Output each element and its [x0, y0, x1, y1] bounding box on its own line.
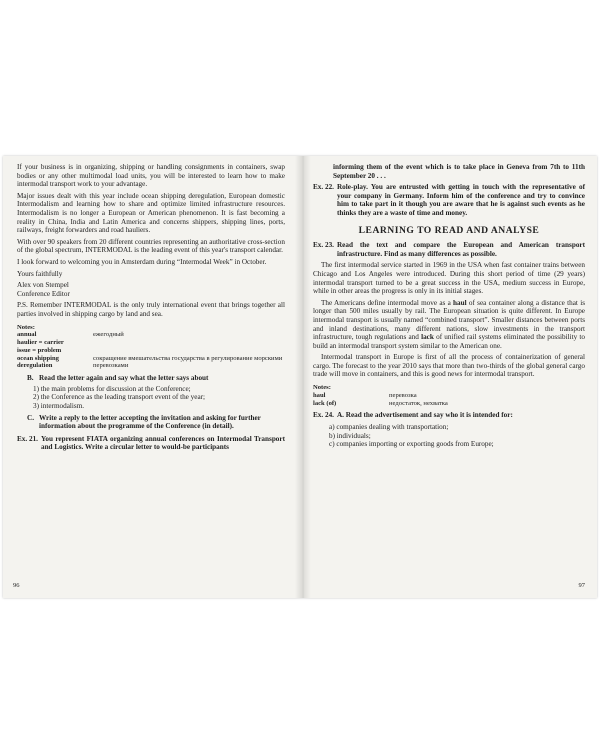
- paragraph-text: of unified rail systems eliminated the possibility to build an intermodal transport system similar to the American one.: [313, 333, 585, 350]
- exercise-text: You represent FIATA organizing annual conferences on Intermodal Transport and Logistics. Write a circular letter to would-be participants: [40, 434, 285, 452]
- note-row: [313, 392, 585, 400]
- exercise-b-instruction: [17, 374, 285, 383]
- exercise-text: Read the letter again and say what the letter says about: [39, 374, 209, 383]
- exercise-number: Ex. 22.: [313, 183, 334, 192]
- left-page-column: [17, 163, 285, 455]
- note-row: [17, 355, 285, 371]
- list-item: 1) the main problems for discussion at the Conference;: [33, 384, 191, 393]
- exercise-23: [313, 241, 585, 258]
- exercise-number: Ex. 24.: [313, 411, 334, 420]
- vocab-haul: haul: [453, 298, 467, 307]
- exercise-22: [313, 183, 585, 217]
- exercise-number: Ex. 23.: [313, 241, 334, 250]
- reading-paragraph-2: [313, 299, 585, 351]
- page-97: [303, 156, 597, 598]
- note-row: [17, 331, 285, 339]
- right-page-column: [313, 163, 585, 451]
- exercise-text: Role-play. You are entrusted with getting in touch with the representative of your company in Germany. Inform him of the conference and try to convince him to take part in it though you are aware that he is against such events as he thinks they are a waste of time and money.: [336, 183, 585, 217]
- letter-postscript: P.S. Remember INTERMODAL is the only truly international event that brings together all parties involved in shipping cargo by land and sea.: [17, 301, 285, 318]
- letter-closing: Yours faithfully: [17, 269, 63, 278]
- note-term: lack (of): [313, 399, 337, 407]
- note-term: haul: [313, 391, 326, 399]
- paragraph-text: The Americans define intermodal move as a: [321, 298, 454, 307]
- note-term: annual: [17, 331, 37, 339]
- vocab-lack: lack: [421, 333, 434, 342]
- signature-name: Alex von Stempel: [17, 281, 69, 290]
- page-96: [3, 156, 299, 598]
- notes-box-left: [17, 324, 285, 371]
- note-definition: недостаток, нехватка: [389, 399, 448, 407]
- exercise-text: Read the text and compare the European and American transport infrastructure. Find as many differences as possible.: [336, 241, 585, 258]
- exercise-number: Ex. 21.: [17, 434, 38, 443]
- note-definition: [93, 347, 285, 355]
- list-item: c) companies importing or exporting goods from Europe;: [329, 440, 494, 449]
- reading-paragraph-3: Intermodal transport in Europe is first of all the process of containerization of general cargo. The forecast to the year 2010 says that more than two-thirds of the global general cargo trade will move in containers, and this is good news for intermodal transport.: [313, 353, 585, 379]
- exercise-21: [17, 435, 285, 452]
- page-number: 97: [578, 582, 585, 589]
- exercise-letter: B.: [27, 374, 34, 383]
- letter-paragraph-4: I look forward to welcoming you in Amsterdam during “Intermodal Week” in October.: [17, 257, 267, 266]
- exercise-24-list: [313, 423, 585, 449]
- letter-paragraph-3: With over 90 speakers from 20 different countries representing an authoritative cross-section of the global spectrum, INTERMODAL is the leading event of this year's transport calendar.: [17, 237, 285, 255]
- book-spread: [3, 156, 597, 598]
- note-term: issue = problem: [17, 346, 62, 354]
- notes-box-right: [313, 384, 585, 407]
- exercise-21-continuation: informing them of the event which is to take place in Geneva from 7th to 11th September 20 . . .: [333, 163, 585, 180]
- exercise-text: Write a reply to the letter accepting the invitation and asking for further information about the programme of the Conference (in detail).: [39, 413, 261, 431]
- exercise-24: [313, 411, 585, 420]
- notes-header: Notes:: [313, 384, 331, 392]
- letter-paragraph-2: Major issues dealt with this year include ocean shipping deregulation, European domestic Intermodalism and learning how to share and optimize limited infrastructure resources. Intermodalism is no longer a European or American phenomenon. It is fast becoming a reality in China, India and Latin America and concerns shippers, shipping lines, ports, railways, freight forwarders and road hauliers.: [17, 191, 285, 235]
- exercise-letter: C.: [27, 413, 34, 422]
- note-definition: перевозка: [389, 391, 417, 399]
- note-term: haulier = carrier: [17, 339, 64, 347]
- note-definition: сокращение вмешательства государства в регулирование морскими перевозками: [93, 354, 283, 370]
- reading-paragraph-1: The first intermodal service started in 1969 in the USA when fast container trains between Chicago and Los Angeles were introduced. During this short period of time (29 years) intermodal transport turned to be a great success in the USA, medium success in Europe, while in other areas the progress is only in its initial stages.: [313, 261, 585, 296]
- letter-signature: [17, 281, 285, 298]
- note-row: [313, 400, 585, 408]
- notes-header: Notes:: [17, 323, 35, 331]
- letter-paragraph-1: If your business is in organizing, shipping or handling consignments in containers, swap bodies or any other multimodal load units, you will be interested to learn how to make intermodal transport work to your advantage.: [17, 163, 285, 189]
- list-item: a) companies dealing with transportation;: [329, 423, 449, 432]
- note-row: [17, 347, 285, 355]
- list-item: b) individuals;: [329, 431, 371, 440]
- note-definition: ежегодный: [93, 331, 124, 339]
- list-item: 2) the Conference as the leading transport event of the year;: [33, 393, 206, 402]
- paragraph-text: of sea container along a distance that is longer than 500 miles usually by rail. The European situation is quite different. In Europe intermodal transport is usually named “combined transport”. Smaller distances between ports and inland destinations, many different nations, slow investments in the transport infrastructure, tough regulations and: [313, 298, 585, 342]
- list-item: 3) intermodalism.: [33, 402, 85, 411]
- section-heading: LEARNING TO READ AND ANALYSE: [358, 224, 540, 236]
- note-definition: [93, 339, 285, 347]
- exercise-text: A. Read the advertisement and say who it is intended for:: [336, 411, 513, 420]
- exercise-c-instruction: [17, 414, 285, 431]
- note-row: [17, 339, 285, 347]
- page-number: 96: [13, 582, 20, 589]
- exercise-b-list: [17, 385, 285, 411]
- signature-title: Conference Editor: [17, 289, 70, 298]
- note-term: ocean shipping deregulation: [17, 354, 59, 370]
